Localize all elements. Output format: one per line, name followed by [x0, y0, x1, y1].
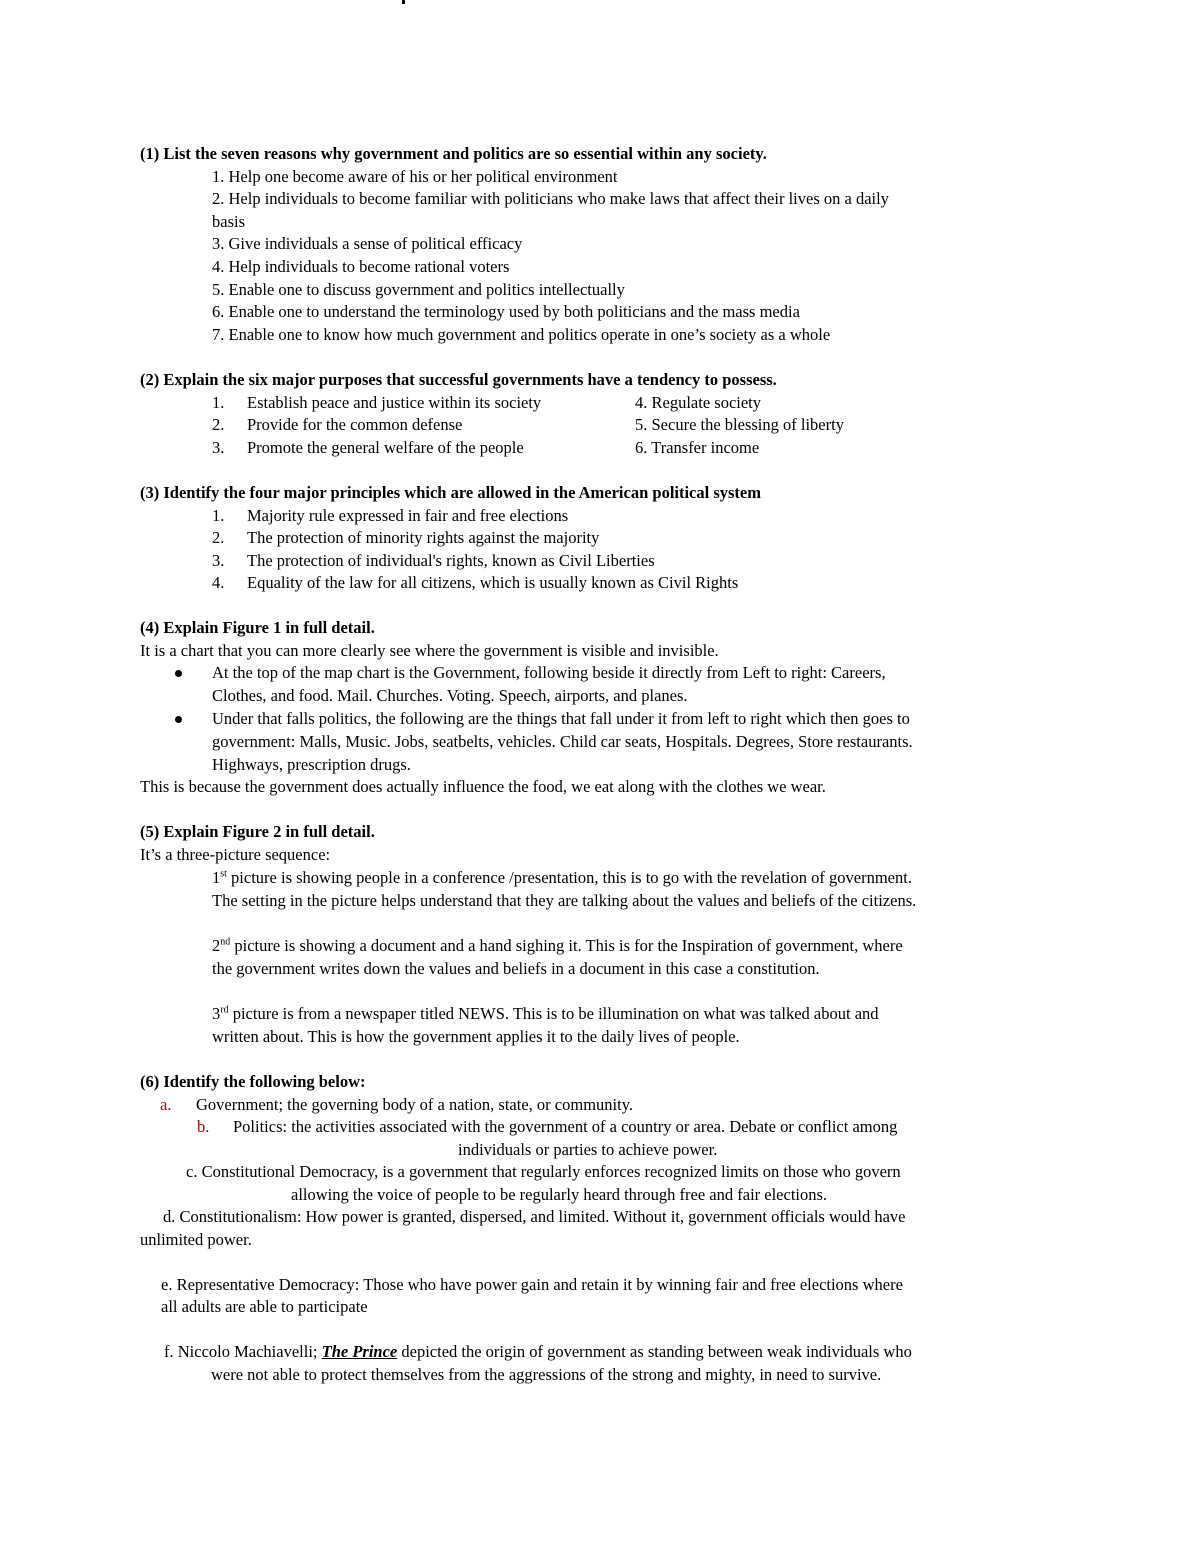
q6-c-line-1: c. Constitutional Democracy, is a government that regularly enforces recognized limits on those who govern — [186, 1162, 901, 1181]
q4-bullet-2-line-1: Under that falls politics, the following are the things that fall under it from left to right which then goes to — [212, 709, 910, 728]
q1-heading: (1) List the seven reasons why government and politics are so essential within any society. — [140, 144, 767, 163]
q3-num-3: 3. — [212, 551, 225, 570]
q5-picture-2-line-2: the government writes down the values and beliefs in a document in this case a constitution. — [212, 959, 820, 978]
q6-f-line-2: were not able to protect themselves from the aggressions of the strong and mighty, in need to survive. — [211, 1365, 882, 1384]
ordinal-number: 3 — [212, 1004, 221, 1023]
q5-intro: It’s a three-picture sequence: — [140, 845, 331, 864]
q5-heading: (5) Explain Figure 2 in full detail. — [140, 822, 375, 841]
q3-heading: (3) Identify the four major principles which are allowed in the American political system — [140, 483, 761, 502]
q6-heading: (6) Identify the following below: — [140, 1072, 366, 1091]
q3-num-4: 4. — [212, 573, 225, 592]
page-top-mark — [402, 0, 405, 4]
q1-item-1: 1. Help one become aware of his or her political environment — [212, 167, 618, 186]
q4-bullet-1-line-1: At the top of the map chart is the Government, following beside it directly from Left to right: Careers, — [212, 663, 886, 682]
q6-d-line-1: d. Constitutionalism: How power is granted, dispersed, and limited. Without it, government officials would have — [163, 1207, 906, 1226]
ordinal-suffix: rd — [220, 1004, 229, 1016]
q6-f-line-1 — [164, 1342, 912, 1362]
bullet-dot — [175, 716, 182, 723]
q4-heading: (4) Explain Figure 1 in full detail. — [140, 618, 375, 637]
q2-item-4: 4. Regulate society — [635, 393, 762, 412]
q5-picture-1-line-1 — [212, 868, 912, 888]
q1-item-6: 6. Enable one to understand the terminology used by both politicians and the mass media — [212, 302, 800, 321]
q5-picture-3-line-1 — [212, 1004, 879, 1024]
q6-e-line-1: e. Representative Democracy: Those who have power gain and retain it by winning fair and free elections where — [161, 1275, 903, 1294]
q3-num-1: 1. — [212, 506, 225, 525]
q1-item-4: 4. Help individuals to become rational voters — [212, 257, 510, 276]
q1-item-7: 7. Enable one to know how much government and politics operate in one’s society as a whole — [212, 325, 831, 344]
q6-c-line-2: allowing the voice of people to be regularly heard through free and fair elections. — [291, 1185, 828, 1204]
q1-item-2-cont: basis — [212, 212, 245, 231]
q6-e-line-2: all adults are able to participate — [161, 1297, 368, 1316]
q1-item-3: 3. Give individuals a sense of political efficacy — [212, 234, 523, 253]
q4-bullet-2-line-3: Highways, prescription drugs. — [212, 755, 411, 774]
q4-bullet-2-line-2: government: Malls, Music. Jobs, seatbelts, vehicles. Child car seats, Hospitals. Degrees, Store restaurants. — [212, 732, 913, 751]
ordinal-number: 1 — [212, 868, 221, 887]
q6-d-line-2: unlimited power. — [140, 1230, 252, 1249]
q6-b-letter: b. — [197, 1117, 210, 1136]
q6-b-line-1: Politics: the activities associated with the government of a country or area. Debate or conflict among — [233, 1117, 898, 1136]
q2-num-1: 1. — [212, 393, 225, 412]
q3-num-2: 2. — [212, 528, 225, 547]
q2-item-3: Promote the general welfare of the people — [247, 438, 524, 457]
picture-1-text: picture is showing people in a conference /presentation, this is to go with the revelation of government. — [226, 868, 912, 887]
q3-item-2: The protection of minority rights against the majority — [247, 528, 600, 547]
q2-num-2: 2. — [212, 415, 225, 434]
f-text: depicted the origin of government as standing between weak individuals who — [397, 1342, 912, 1361]
q3-item-1: Majority rule expressed in fair and free elections — [247, 506, 569, 525]
q1-item-5: 5. Enable one to discuss government and politics intellectually — [212, 280, 625, 299]
q3-item-4: Equality of the law for all citizens, which is usually known as Civil Rights — [247, 573, 739, 592]
ordinal-suffix: st — [220, 868, 227, 880]
q5-picture-3-line-2: written about. This is how the government applies it to the daily lives of people. — [212, 1027, 740, 1046]
q2-item-5: 5. Secure the blessing of liberty — [635, 415, 844, 434]
ordinal-number: 2 — [212, 936, 221, 955]
q1-item-2: 2. Help individuals to become familiar with politicians who make laws that affect their lives on a daily — [212, 189, 889, 208]
q3-item-3: The protection of individual's rights, known as Civil Liberties — [247, 551, 655, 570]
q6-a-letter: a. — [160, 1095, 172, 1114]
q6-b-line-2: individuals or parties to achieve power. — [458, 1140, 718, 1159]
q2-item-6: 6. Transfer income — [635, 438, 760, 457]
q2-num-3: 3. — [212, 438, 225, 457]
f-prefix: f. Niccolo Machiavelli; — [164, 1342, 322, 1361]
q5-picture-2-line-1 — [212, 936, 903, 956]
q2-item-1: Establish peace and justice within its society — [247, 393, 542, 412]
picture-2-text: picture is showing a document and a hand sighing it. This is for the Inspiration of government, where — [230, 936, 903, 955]
ordinal-suffix: nd — [220, 936, 231, 948]
q2-item-2: Provide for the common defense — [247, 415, 463, 434]
q6-a-text: Government; the governing body of a nation, state, or community. — [196, 1095, 634, 1114]
book-title-the-prince: The Prince — [321, 1342, 398, 1361]
q4-closing: This is because the government does actually influence the food, we eat along with the clothes we wear. — [140, 777, 826, 796]
q5-picture-1-line-2: The setting in the picture helps understand that they are talking about the values and beliefs of the citizens. — [212, 891, 917, 910]
picture-3-text: picture is from a newspaper titled NEWS. This is to be illumination on what was talked about and — [228, 1004, 879, 1023]
q2-heading: (2) Explain the six major purposes that successful governments have a tendency to possess. — [140, 370, 777, 389]
q4-intro: It is a chart that you can more clearly see where the government is visible and invisible. — [140, 641, 719, 660]
q4-bullet-1-line-2: Clothes, and food. Mail. Churches. Voting. Speech, airports, and planes. — [212, 686, 688, 705]
bullet-dot — [175, 670, 182, 677]
